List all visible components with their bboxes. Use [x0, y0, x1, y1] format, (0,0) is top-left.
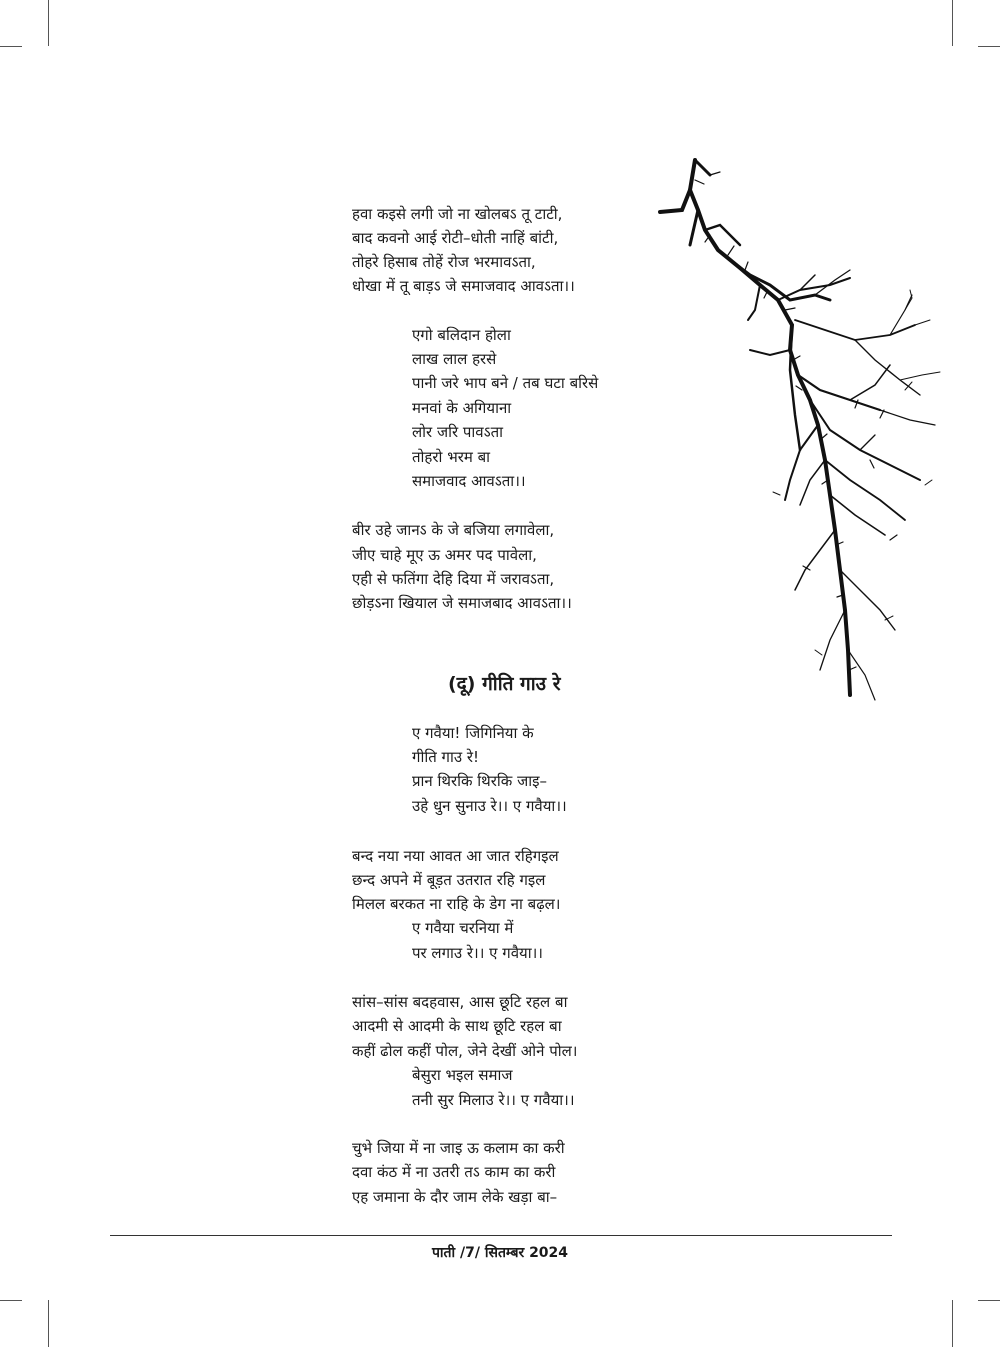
thorny-branch-illustration [650, 150, 950, 720]
crop-mark-bottom-left-h [0, 1300, 22, 1301]
poem1-stanza1-line: बाद कवनो आई रोटी–धोती नाहिं बांटी, [352, 229, 559, 247]
poem2-stanza2-line: मिलल बरकत ना राहि के डेग ना बढ़ल। [352, 895, 561, 913]
poem2-stanza2-line: ए गवैया चरनिया में [412, 919, 514, 937]
poem2-stanza2-line: छन्द अपने में बूड़त उतरात रहि गइल [352, 871, 546, 889]
poem2-stanza1-line: गीति गाउ रे! [412, 748, 479, 766]
crop-mark-top-left-h [0, 46, 22, 47]
poem2-stanza2-line: बन्द नया नया आवत आ जात रहिगइल [352, 847, 559, 865]
poem2-stanza1-line: प्रान थिरकि थिरकि जाइ– [412, 772, 547, 790]
poem1-stanza1-line: तोहरे हिसाब तोहें रोज भरमावऽता, [352, 253, 536, 271]
poem1-stanza2-line: एगो बलिदान होला [412, 326, 511, 344]
poem2-stanza4-line: एह जमाना के दौर जाम लेके खड़ा बा– [352, 1188, 558, 1206]
poem1-stanza2-line: लोर जरि पावऽता [412, 423, 504, 441]
poem2-stanza3-line: कहीं ढोल कहीं पोल, जेने देखीं ओने पोल। [352, 1042, 578, 1060]
poem1-stanza3-line: छोड़ऽना खियाल जे समाजबाद आवऽता।। [352, 594, 572, 612]
poem2-stanza3-line: बेसुरा भइल समाज [412, 1066, 513, 1084]
footer-rule [110, 1235, 892, 1236]
poem2-stanza1-line: ए गवैया! जिगिनिया के [412, 724, 534, 742]
poem1-stanza1-line: हवा कइसे लगी जो ना खोलबऽ तू टाटी, [352, 205, 563, 223]
page-footer: पाती /7/ सितम्बर 2024 [431, 1245, 569, 1261]
poem1-stanza3-line: एही से फतिंगा देहि दिया में जरावऽता, [352, 570, 555, 588]
poem2-stanza1-line: उहे धुन सुनाउ रे।। ए गवैया।। [412, 797, 567, 815]
crop-mark-bottom-right-h [978, 1300, 1000, 1301]
poem2-stanza4-line: चुभे जिया में ना जाइ ऊ कलाम का करी [352, 1139, 565, 1157]
crop-mark-bottom-left-v [48, 1300, 49, 1347]
poem2-stanza3-line: सांस–सांस बदहवास, आस छूटि रहल बा [352, 993, 568, 1011]
poem1-stanza2-line: लाख लाल हरसे [412, 350, 497, 368]
crop-mark-top-right-v [952, 0, 953, 46]
crop-mark-bottom-right-v [952, 1300, 953, 1347]
poem1-stanza3-line: जीए चाहे मूए ऊ अमर पद पावेला, [352, 546, 537, 564]
poem2-stanza4-line: दवा कंठ में ना उतरी तऽ काम का करी [352, 1163, 556, 1181]
poem2-stanza3-line: तनी सुर मिलाउ रे।। ए गवैया।। [412, 1091, 575, 1109]
poem1-stanza2-line: समाजवाद आवऽता।। [412, 472, 526, 490]
poem2-stanza3-line: आदमी से आदमी के साथ छूटि रहल बा [352, 1017, 562, 1035]
poem2-title: (दू) गीति गाउ रे [448, 673, 561, 695]
poem1-stanza3-line: बीर उहे जानऽ के जे बजिया लगावेला, [352, 521, 555, 539]
crop-mark-top-right-h [978, 46, 1000, 47]
poem2-stanza2-line: पर लगाउ रे।। ए गवैया।। [412, 944, 543, 962]
poem1-stanza2-line: मनवां के अगियाना [412, 399, 512, 417]
poem1-stanza1-line: धोखा में तू बाड़ऽ जे समाजवाद आवऽता।। [352, 277, 575, 295]
poem1-stanza2-line: तोहरो भरम बा [412, 448, 491, 466]
poem1-stanza2-line: पानी जरे भाप बने / तब घटा बरिसे [412, 374, 599, 392]
crop-mark-top-left-v [48, 0, 49, 46]
